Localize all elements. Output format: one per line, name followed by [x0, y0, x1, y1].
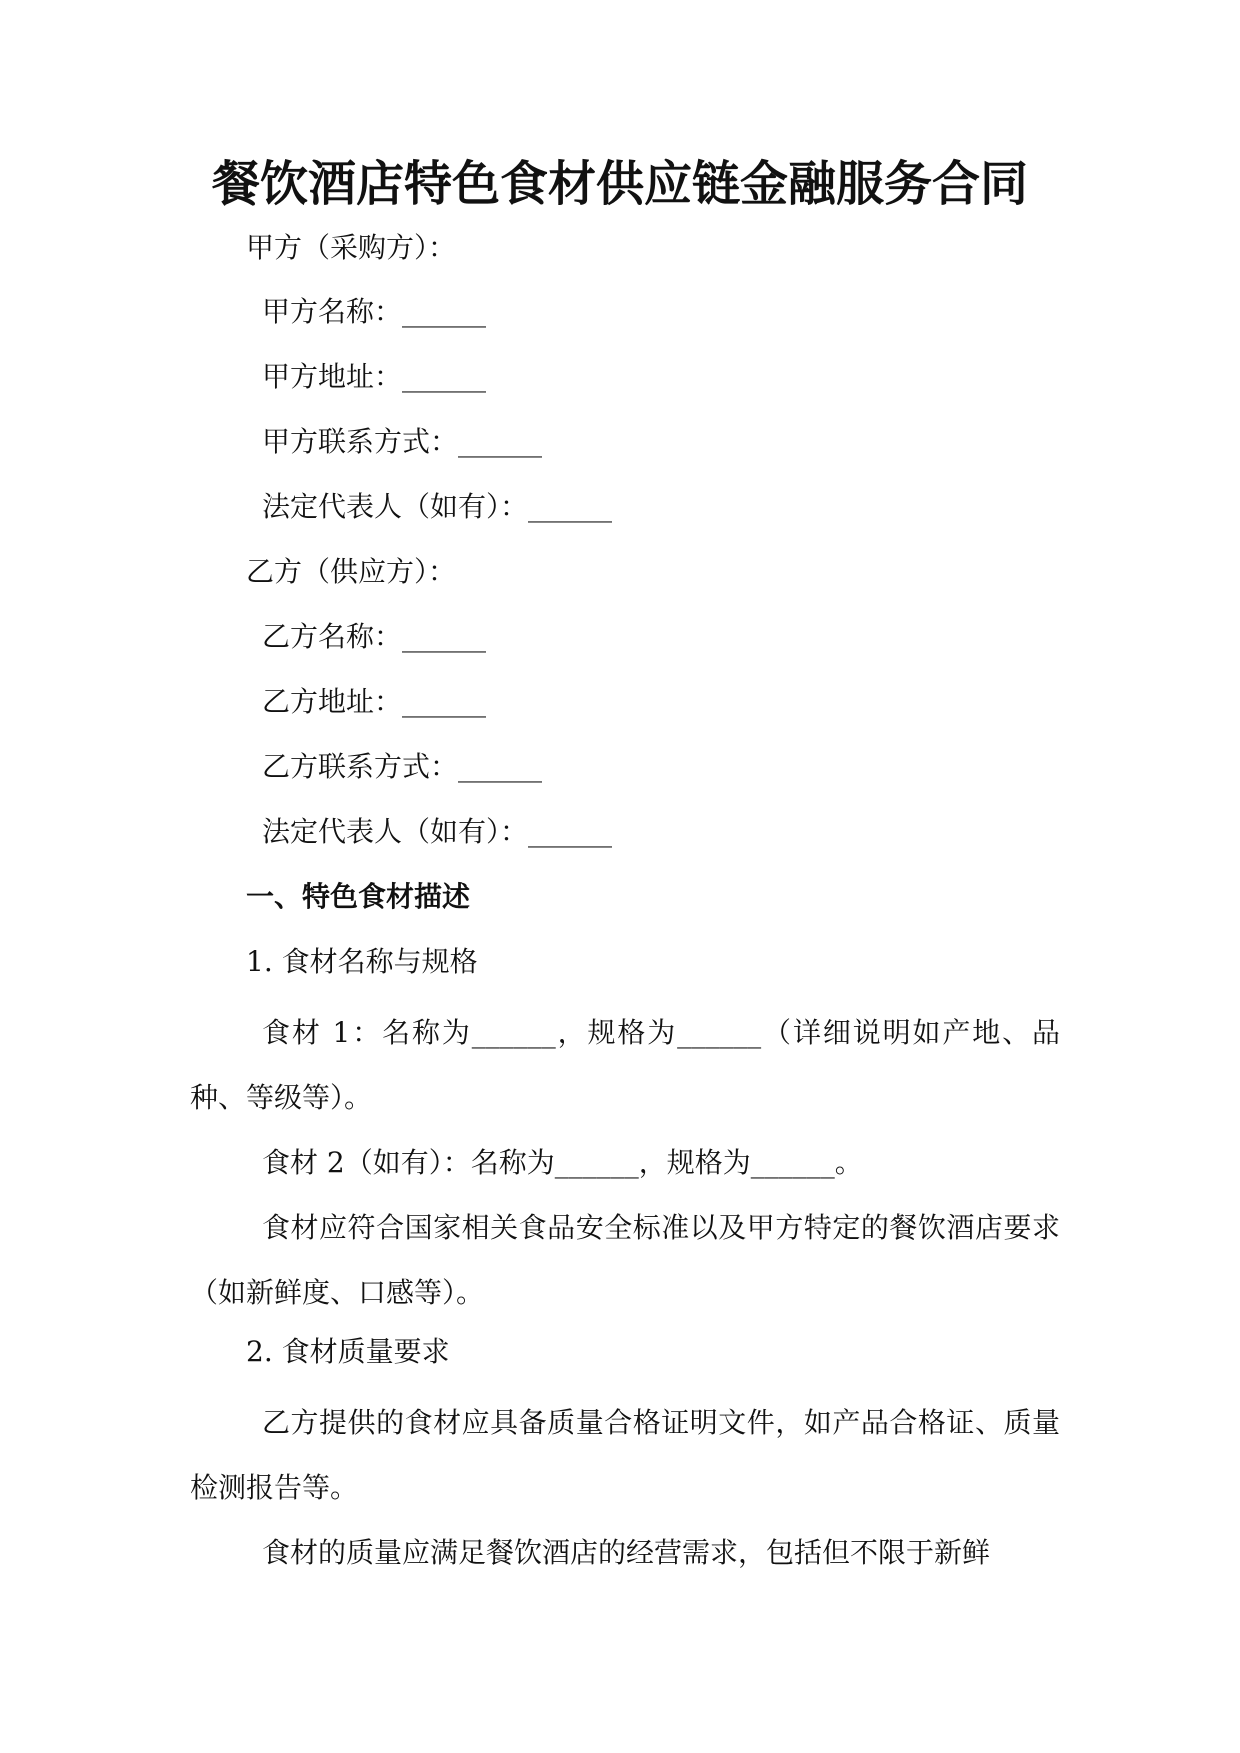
section-1-heading: 一、特色食材描述 — [246, 880, 471, 913]
section-1-item-2-paragraph-1: 乙方提供的食材应具备质量合格证明文件，如产品合格证、质量检测报告等。 — [190, 1406, 1060, 1504]
section-1-item-2-heading: 2. 食材质量要求 — [246, 1335, 450, 1368]
party-b-name: 乙方名称：______ — [262, 620, 487, 653]
party-a-address: 甲方地址：______ — [262, 360, 487, 393]
section-1-item-1-heading: 1. 食材名称与规格 — [246, 945, 478, 978]
party-b-heading: 乙方（供应方）： — [246, 555, 457, 588]
party-a-name: 甲方名称：______ — [262, 295, 487, 328]
party-a-legal-rep: 法定代表人（如有）：______ — [262, 490, 613, 523]
section-1-item-1-paragraph-3: 食材应符合国家相关食品安全标准以及甲方特定的餐饮酒店要求（如新鲜度、口感等）。 — [190, 1211, 1060, 1309]
party-a-contact: 甲方联系方式：______ — [262, 425, 543, 458]
section-1-item-1-paragraph-1: 食材 1：名称为______，规格为______（详细说明如产地、品种、等级等）。 — [190, 1016, 1060, 1114]
party-b-contact: 乙方联系方式：______ — [262, 750, 543, 783]
section-1-item-1-paragraph-2: 食材 2（如有）：名称为______，规格为______。 — [262, 1146, 863, 1179]
party-b-legal-rep: 法定代表人（如有）：______ — [262, 815, 613, 848]
section-1-item-2-paragraph-2: 食材的质量应满足餐饮酒店的经营需求，包括但不限于新鲜 — [262, 1536, 991, 1569]
party-a-heading: 甲方（采购方）： — [246, 231, 457, 264]
party-b-address: 乙方地址：______ — [262, 685, 487, 718]
document-title: 餐饮酒店特色食材供应链金融服务合同 — [211, 156, 1028, 212]
